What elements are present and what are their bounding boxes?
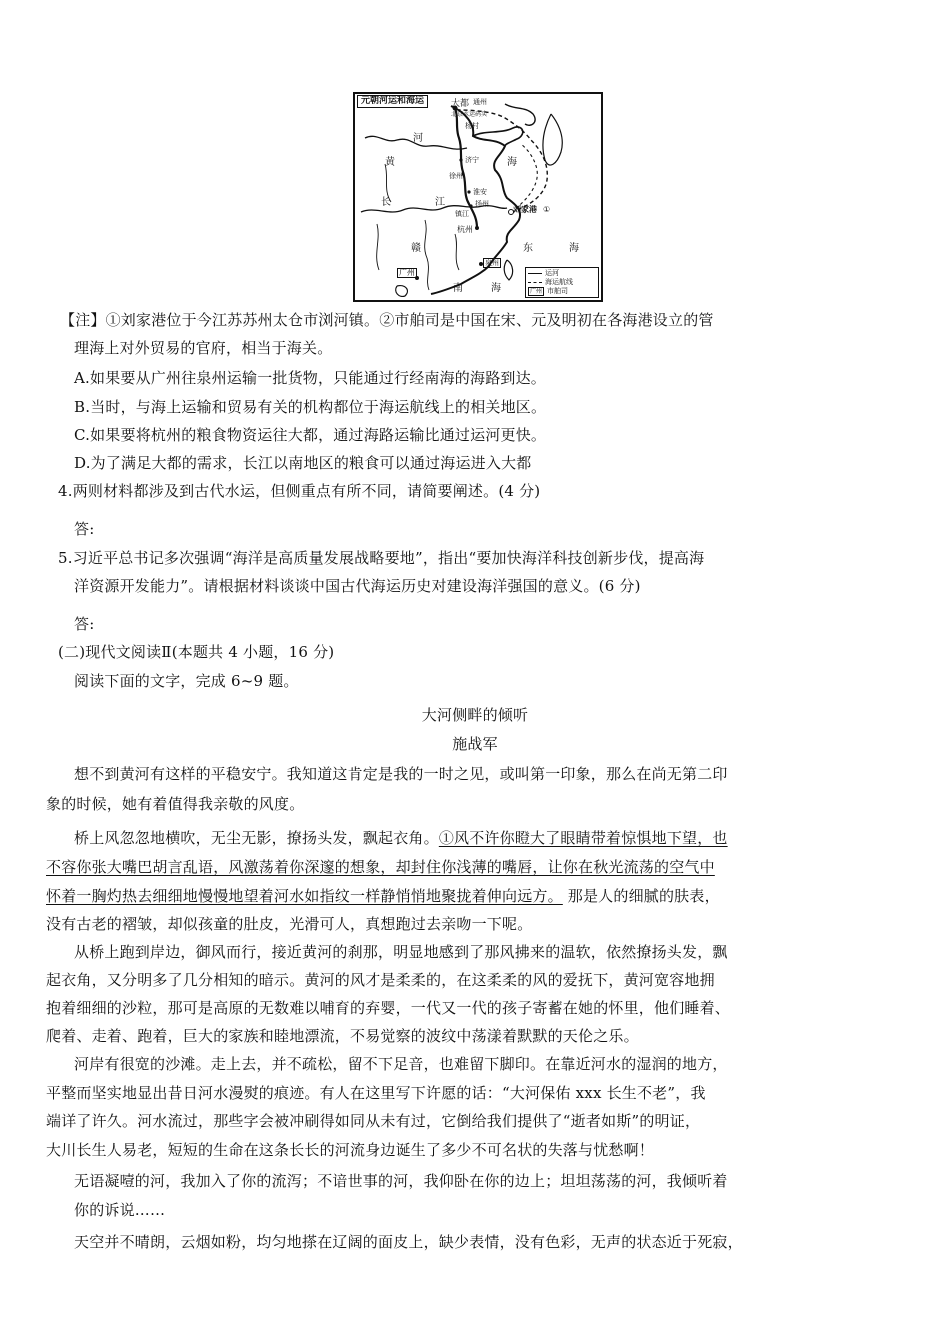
legend-sea-route-swatch: [528, 282, 542, 283]
p3-line-4: 爬着、走着、跑着，巨大的家族和睦地漂流，不易觉察的波纹中荡漾着默默的天伦之乐。: [46, 1027, 639, 1045]
p2-line-3: [46, 886, 720, 906]
legend-shibosi: [528, 287, 596, 296]
label-nan: 南: [453, 283, 463, 294]
liaodong-coast: [505, 104, 535, 125]
taiwan-island: [504, 260, 512, 280]
legend-sea-route: [528, 278, 596, 287]
question-5-line-1: 5.习近平总书记多次强调“海洋是高质量发展战略要地”，指出“要加快海洋科技创新步伐，提高海: [58, 549, 705, 567]
label-zhenjiang: 镇江: [455, 210, 469, 218]
label-dadu-sub: 北京水运码头: [451, 111, 488, 118]
passage-author: 施战军: [452, 735, 498, 753]
label-jiang: 江: [435, 197, 445, 208]
label-hai-2: 海: [569, 243, 579, 254]
option-d: D.为了满足大都的需求，长江以南地区的粮食可以通过海运进入大都: [74, 454, 532, 472]
p2-line-4: 没有古老的褶皱，却似孩童的肚皮，光滑可人，真想跑过去亲吻一下呢。: [46, 915, 533, 933]
legend-canal-label: 运河: [545, 269, 559, 277]
p5-line-1: 无语凝噎的河，我加入了你的流泻；不谙世事的河，我仰卧在你的边上；坦坦荡荡的河，我倾听着: [74, 1172, 728, 1190]
section-instruction: 阅读下面的文字，完成 6~9 题。: [74, 672, 299, 690]
label-liujiagang-num: ①: [543, 205, 551, 214]
yangzhou-marker: [469, 204, 472, 207]
p2-line-1: [74, 828, 728, 848]
question-4-answer: 答:: [74, 520, 95, 538]
question-5-line-2: 洋资源开发能力”。请根据材料谈谈中国古代海运历史对建设海洋强国的意义。(6 分): [74, 577, 641, 595]
map-title: 元朝河运和海运: [357, 95, 428, 108]
label-yangcun: 杨村: [465, 122, 479, 130]
legend-canal-swatch: [528, 273, 542, 274]
p1-line-2: 象的时候，她有着值得我亲敬的风度。: [46, 795, 305, 813]
label-hai-3: 海: [491, 283, 501, 294]
label-hangzhou: 杭州: [457, 225, 473, 234]
legend-shibosi-label: 市舶司: [547, 287, 569, 295]
p2-underlined-sentence-start: ①风不许你瞪大了眼睛带着惊惧地下望，也: [438, 829, 728, 847]
hangzhou-marker: [475, 226, 479, 230]
p2-underlined-sentence-end: 怀着一胸灼热去细细地慢慢地望着河水如指纹一样静悄悄地聚拢着伸向远方。: [46, 887, 563, 905]
legend-shibosi-swatch: 广州: [530, 288, 543, 295]
section-heading: (二)现代文阅读Ⅱ(本题共 4 小题，16 分): [58, 643, 335, 661]
label-gan: 赣: [411, 243, 421, 254]
p6-line-1: 天空并不晴朗，云烟如粉，均匀地搽在辽阔的面皮上，缺少表情，没有色彩，无声的状态近于死寂，: [74, 1233, 743, 1251]
label-chang: 长: [381, 197, 391, 208]
jining-marker: [459, 158, 462, 161]
option-b: B.当时，与海上运输和贸易有关的机构都位于海运航线上的相关地区。: [74, 398, 547, 416]
label-jining: 济宁: [465, 156, 479, 164]
hainan-island: [396, 286, 408, 297]
p1-line-1: 想不到黄河有这样的平稳安宁。我知道这肯定是我的一时之见，或叫第一印象，那么在尚无第二印: [74, 765, 728, 783]
note-line-1: 【注】①刘家港位于今江苏苏州太仓市浏河镇。②市舶司是中国在宋、元及明初在各海港设立的管: [60, 311, 714, 329]
label-quanzhou: 泉州: [485, 259, 499, 267]
p3-line-1: 从桥上跑到岸边，御风而行，接近黄河的刹那，明显地感到了那风拂来的温软，依然撩扬头发，飘: [74, 943, 728, 961]
label-huaian: 淮安: [473, 188, 487, 196]
tributary: [377, 224, 379, 270]
label-dong: 东: [523, 243, 533, 254]
p3-line-3: 抱着细细的沙粒，那可是高原的无数难以哺育的弃婴，一代又一代的孩子寄蓄在她的怀里，他们睡着、: [46, 999, 731, 1017]
tributary: [455, 234, 459, 270]
korea-coast: [543, 114, 562, 165]
label-dadu: 大都: [451, 99, 470, 109]
yuan-canal-sea-transport-map: [353, 92, 603, 302]
p4-line-3: 端详了许久。河水流过，那些字会被冲刷得如同从未有过，它倒给我们提供了“逝者如斯”的明证，: [46, 1112, 701, 1130]
p2-line-1-plain: 桥上风忽忽地横吹，无尘无影，撩扬头发，飘起衣角。: [74, 829, 439, 847]
map-legend: [525, 267, 599, 298]
label-xuzhou: 徐州: [449, 172, 463, 180]
question-4: 4.两则材料都涉及到古代水运，但侧重点有所不同，请简要阐述。(4 分): [58, 482, 541, 500]
p4-line-4: 大川长生人易老，短短的生命在这条长长的河流身边诞生了多少不可名状的失落与忧愁啊！: [46, 1141, 655, 1159]
label-hai-1: 海: [507, 157, 517, 168]
p4-line-1: 河岸有很宽的沙滩。走上去，并不疏松，留不下足音，也难留下脚印。在靠近河水的湿润的地方，: [74, 1055, 728, 1073]
label-liujiagang: 刘家港: [513, 205, 537, 214]
p3-line-2: 起衣角，又分明多了几分相知的暗示。黄河的风才是柔柔的，在这柔柔的风的爱抚下，黄河宽容地拥: [46, 971, 715, 989]
p2-line-3-plain: 那是人的细腻的肤表，: [562, 887, 720, 905]
option-c: C.如果要将杭州的粮食物资运往大都，通过海路运输比通过运河更快。: [74, 426, 547, 444]
legend-sea-route-label: 海运航线: [545, 278, 573, 286]
label-he-1: 河: [413, 133, 423, 144]
p5-line-2: 你的诉说……: [74, 1201, 166, 1219]
option-a: A.如果要从广州往泉州运输一批货物，只能通过行经南海的海路到达。: [74, 369, 547, 387]
p4-line-2: 平整而坚实地显出昔日河水漫熨的痕迹。有人在这里写下许愿的话：“大河保佑 xxx 长生不老”，我: [46, 1084, 706, 1102]
label-guangzhou: 广州: [399, 268, 415, 277]
tributary: [425, 220, 429, 290]
label-tongzhou: 通州: [473, 98, 487, 106]
huaian-marker: [467, 190, 470, 193]
label-yangzhou: 扬州: [475, 200, 489, 208]
note-line-2: 理海上对外贸易的官府，相当于海关。: [74, 339, 333, 357]
passage-title: 大河侧畔的倾听: [421, 706, 529, 724]
question-5-answer: 答:: [74, 615, 95, 633]
legend-canal: [528, 269, 596, 278]
p2-line-2-underlined: 不容你张大嘴巴胡言乱语，风激荡着你深邃的想象，却封住你浅薄的嘴唇，让你在秋光流荡的空气中: [46, 858, 715, 876]
label-huang: 黄: [385, 157, 395, 168]
